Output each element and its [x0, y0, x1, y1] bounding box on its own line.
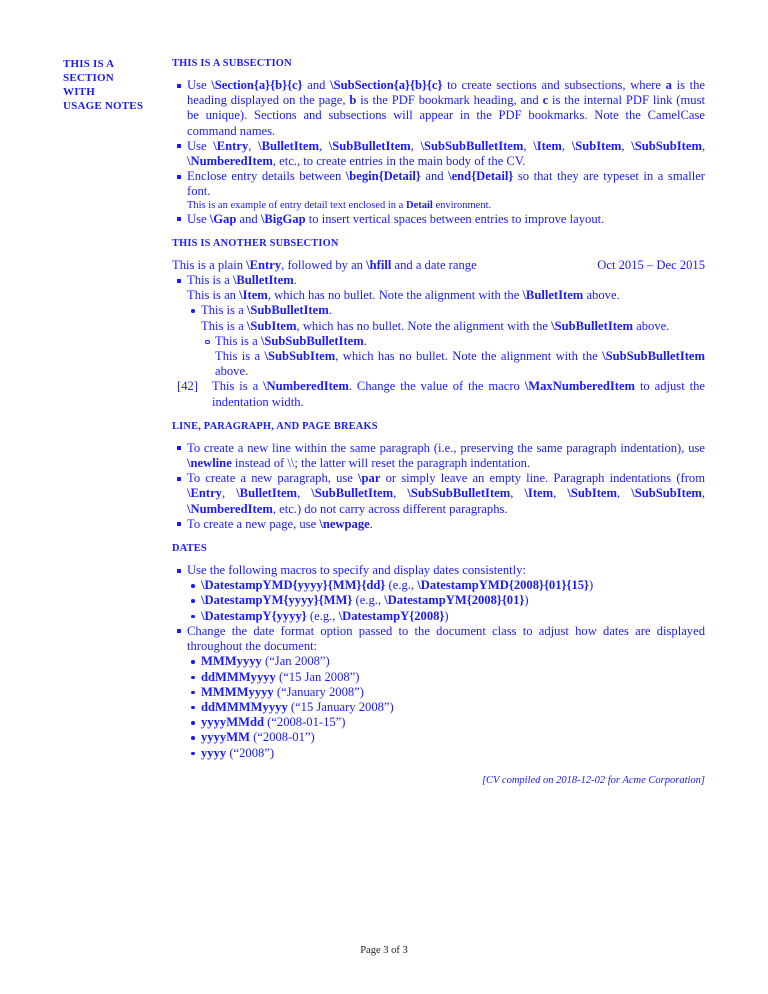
section-title-line: WITH: [63, 86, 95, 98]
bullet-list: [172, 78, 705, 227]
date-range: Oct 2015 – Dec 2015: [597, 257, 705, 272]
subsub-bullet-item: This is a \SubSubBulletItem. This is a \SubSubItem, which has no bullet. Note the alignment with the \SubSubBulletItem above.: [201, 334, 705, 380]
bullet-list: [172, 563, 705, 761]
format-item: ddMMMyyyy (“15 Jan 2008”): [187, 670, 705, 685]
format-item: yyyyMMdd (“2008-01-15”): [187, 715, 705, 730]
item-number: [42]: [177, 379, 198, 394]
compile-note: [CV compiled on 2018-12-02 for Acme Corporation]: [481, 775, 705, 786]
macro-item: \DatestampY{yyyy} (e.g., \DatestampY{2008}): [187, 609, 705, 624]
macro-item: \DatestampYMD{yyyy}{MM}{dd} (e.g., \DatestampYMD{2008}{01}{15}): [187, 578, 705, 593]
macro-list: [187, 578, 705, 624]
subsection-title: DATES: [172, 543, 207, 555]
bullet-list: [172, 441, 705, 532]
format-item: MMMMyyyy (“January 2008”): [187, 685, 705, 700]
subsection-title: THIS IS A SUBSECTION: [172, 58, 292, 69]
bullet-item: To create a new line within the same paragraph (i.e., preserving the same paragraph indentation), use \newline instead of \\; the latter will reset the paragraph indentation.: [172, 441, 705, 471]
section-title-line: SECTION: [63, 72, 114, 84]
subsection-title: LINE, PARAGRAPH, AND PAGE BREAKS: [172, 420, 378, 432]
page-number: Page 3 of 3: [360, 945, 408, 956]
bullet-item: Use \Gap and \BigGap to insert vertical spaces between entries to improve layout.: [172, 212, 705, 227]
bullet-item: To create a new page, use \newpage.: [172, 517, 705, 532]
sub-bullet-list: [187, 303, 705, 379]
numbered-item: [42] This is a \NumberedItem. Change the value of the macro \MaxNumberedItem to adjust the indentation width.: [172, 379, 705, 409]
bullet-item: Enclose entry details between \begin{Detail} and \end{Detail} so that they are typeset in a smaller font. This is an example of entry detail text enclosed in a Detail environment.: [172, 169, 705, 211]
bullet-item: This is a \BulletItem. This is an \Item, which has no bullet. Note the alignment with the \BulletItem above. This is a \SubBulletItem. This is a \SubItem, which has no bullet. Note the alignment with the \SubBulletItem above. This is a \SubSubBulletItem. This is a \SubSubItem, which has no bullet. Note the alignment with the \SubSubBulletItem above.: [172, 273, 705, 379]
item-line: This is an \Item, which has no bullet. Note the alignment with the \BulletItem above.: [187, 288, 620, 303]
format-item: yyyyMM (“2008-01”): [187, 730, 705, 745]
format-item: MMMyyyy (“Jan 2008”): [187, 654, 705, 669]
section-title-line: USAGE NOTES: [63, 100, 144, 112]
bullet-item: Change the date format option passed to the document class to adjust how dates are displayed throughout the document: MMMyyyy (“Jan 2008”) ddMMMyyyy (“15 Jan 2008”) MMMMyyyy (“January 2008”) ddMMMMyyyy (“15 January 2008”) yyyyMMdd (“2008-01-15”) yyyyMM (“2008-01”) yyyy (“2008”): [172, 624, 705, 761]
subsub-bullet-list: [201, 334, 705, 380]
detail-text: This is an example of entry detail text enclosed in a Detail environment.: [187, 199, 492, 211]
bullet-item: To create a new paragraph, use \par or simply leave an empty line. Paragraph indentations (from \Entry, \BulletItem, \SubBulletItem, \SubSubBulletItem, \Item, \SubItem, \SubSubItem, \NumberedItem, etc.) do not carry across different paragraphs.: [172, 471, 705, 517]
section-heading: [63, 57, 158, 113]
format-item: yyyy (“2008”): [187, 746, 705, 761]
bullet-list: [172, 273, 705, 379]
bullet-item: Use \Entry, \BulletItem, \SubBulletItem, \SubSubBulletItem, \Item, \SubItem, \SubSubItem, \NumberedItem, etc., to create entries in the main body of the CV.: [172, 139, 705, 169]
section-title-line: THIS IS A: [63, 58, 115, 70]
bullet-item: Use the following macros to specify and display dates consistently: \DatestampYMD{yyyy}{MM}{dd} (e.g., \DatestampYMD{2008}{01}{15}) \DatestampYM{yyyy}{MM} (e.g., \DatestampYM{2008}{01}) \DatestampY{yyyy} (e.g., \DatestampY{2008}): [172, 563, 705, 624]
main-content: [172, 57, 705, 761]
entry-line: This is a plain \Entry, followed by an \hfill and a date range Oct 2015 – Dec 2015: [172, 257, 705, 272]
sub-bullet-item: This is a \SubBulletItem. This is a \SubItem, which has no bullet. Note the alignment with the \SubBulletItem above. This is a \SubSubBulletItem. This is a \SubSubItem, which has no bullet. Note the alignment with the \SubSubBulletItem above.: [187, 303, 705, 379]
format-list: [187, 654, 705, 760]
bullet-item: Use \Section{a}{b}{c} and \SubSection{a}{b}{c} to create sections and subsections, where a is the heading displayed on the page, b is the PDF bookmark heading, and c is the internal PDF link (must be unique). Sections and subsections will appear in the PDF bookmarks. Note the CamelCase command names.: [172, 78, 705, 139]
macro-item: \DatestampYM{yyyy}{MM} (e.g., \DatestampYM{2008}{01}): [187, 593, 705, 608]
format-item: ddMMMMyyyy (“15 January 2008”): [187, 700, 705, 715]
subsection-title: THIS IS ANOTHER SUBSECTION: [172, 237, 339, 249]
